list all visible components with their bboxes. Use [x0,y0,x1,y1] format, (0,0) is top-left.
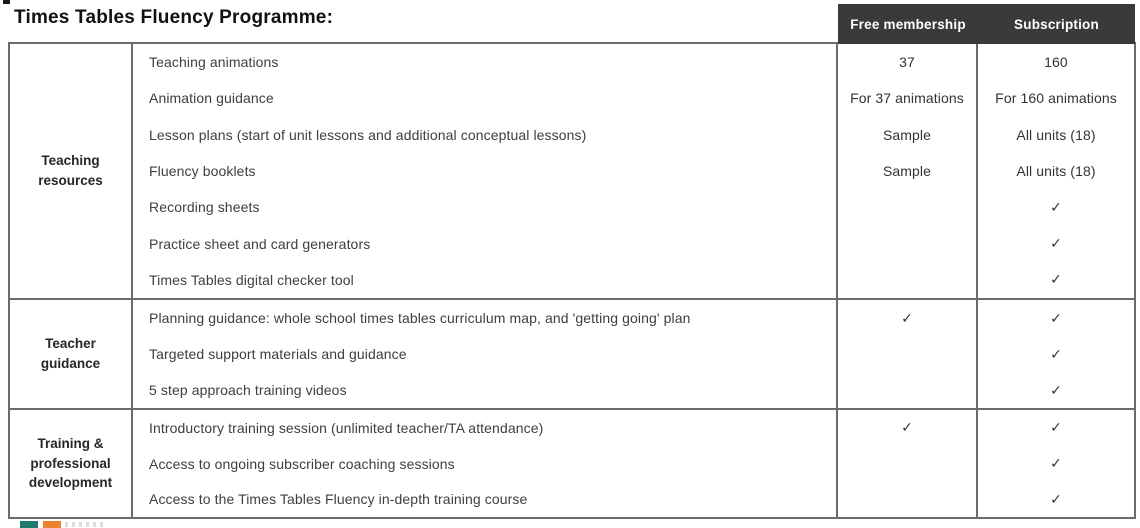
feature-label: 5 step approach training videos [149,382,347,398]
feature-label: Recording sheets [149,199,260,216]
subscription-value check-icon: ✓ [976,372,1134,408]
subscription-value: All units (18) [976,117,1134,153]
free-value check-icon: ✓ [836,410,976,446]
feature-label: Access to the Times Tables Fluency in-depth training course [149,491,528,508]
free-value [836,481,976,517]
section-rows [133,300,1134,408]
table-row [133,153,1134,189]
table-row [133,372,1134,408]
table-row [133,80,1134,116]
feature-label: Introductory training session (unlimited teacher/TA attendance) [149,419,544,436]
column-header-bar [838,4,1135,44]
logo-teal-square-icon [20,521,38,528]
section-teaching-resources [10,44,1134,300]
table-row [133,481,1134,517]
group-label-teaching-resources: Teaching resources [10,44,133,298]
section-training-professional-development [10,410,1134,517]
group-label-teacher-guidance: Teacher guidance [10,300,133,408]
table-row [133,336,1134,372]
subscription-value check-icon: ✓ [976,262,1134,298]
page-title: Times Tables Fluency Programme: [14,7,334,28]
feature-comparison-table [8,42,1136,519]
subscription-value check-icon: ✓ [976,300,1134,336]
subscription-value check-icon: ✓ [976,481,1134,517]
subscription-value: For 160 animations [976,80,1134,116]
subscription-value check-icon: ✓ [976,336,1134,372]
partial-logo [20,521,107,528]
free-value: 37 [836,44,976,80]
free-value [836,336,976,372]
subscription-value check-icon: ✓ [976,225,1134,261]
feature-label: Times Tables digital checker tool [149,271,354,288]
table-row [133,44,1134,80]
free-value [836,446,976,482]
free-value check-icon: ✓ [836,300,976,336]
free-value [836,225,976,261]
free-value: Sample [836,153,976,189]
table-row [133,262,1134,298]
subscription-value: 160 [976,44,1134,80]
feature-label: Practice sheet and card generators [149,235,371,252]
table-row [133,117,1134,153]
subscription-value check-icon: ✓ [976,410,1134,446]
subscription-value check-icon: ✓ [976,189,1134,225]
section-teacher-guidance [10,300,1134,410]
feature-label: Animation guidance [149,90,274,107]
feature-label: Targeted support materials and guidance [149,346,407,362]
feature-label: Access to ongoing subscriber coaching sessions [149,455,455,472]
feature-label: Teaching animations [149,54,279,71]
feature-label: Fluency booklets [149,162,256,179]
free-value [836,372,976,408]
table-row [133,410,1134,446]
logo-orange-square-icon [43,521,61,528]
free-value: Sample [836,117,976,153]
corner-mark [3,0,10,4]
table-row [133,225,1134,261]
free-value [836,262,976,298]
feature-label: Lesson plans (start of unit lessons and additional conceptual lessons) [149,126,587,143]
table-row [133,446,1134,482]
column-header-free-membership: Free membership [850,16,966,32]
group-label-training-professional-development: Training & professional development [10,410,133,517]
section-rows [133,44,1134,298]
logo-text-fragment [65,522,107,527]
free-value: For 37 animations [836,80,976,116]
section-rows [133,410,1134,517]
subscription-value check-icon: ✓ [976,446,1134,482]
table-row [133,300,1134,336]
table-row [133,189,1134,225]
subscription-value: All units (18) [976,153,1134,189]
free-value [836,189,976,225]
column-header-subscription: Subscription [1014,16,1099,32]
feature-label: Planning guidance: whole school times tables curriculum map, and 'getting going' plan [149,310,691,326]
